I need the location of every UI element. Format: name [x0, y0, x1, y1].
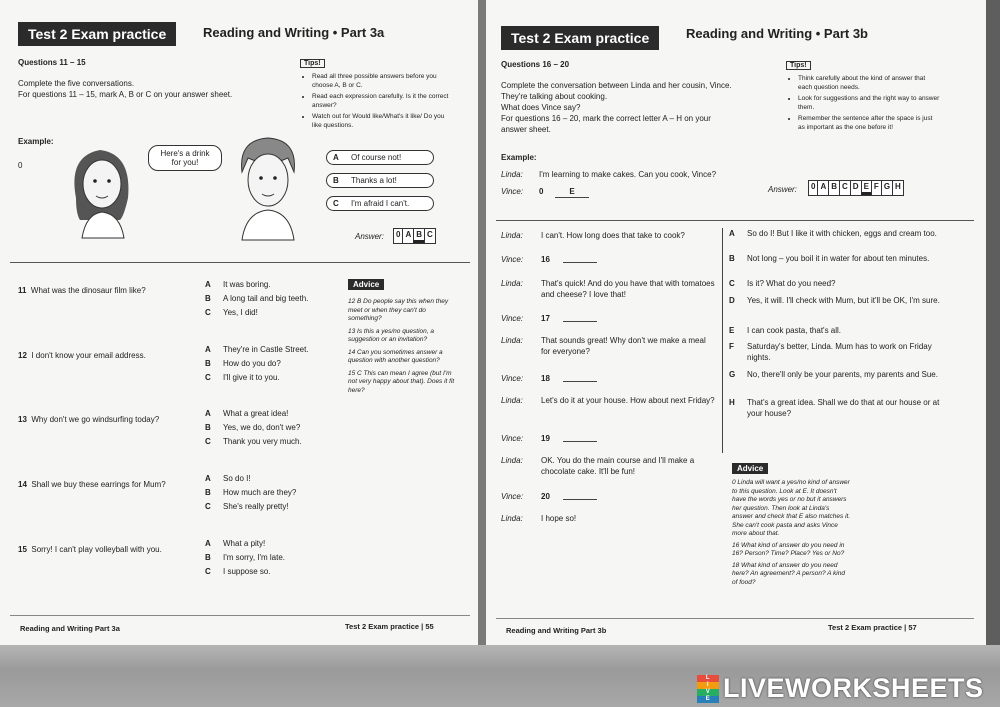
logo-badge-icon: L I V E: [697, 675, 719, 703]
instruction-line: They're talking about cooking.: [501, 92, 608, 101]
book-edge: [986, 0, 1000, 707]
option-e: E I can cook pasta, that's all.: [729, 326, 842, 335]
answer-num: 0: [811, 182, 816, 191]
tips-label: Tips!: [300, 59, 325, 68]
advice-item: 0 Linda will want a yes/no kind of answer to this question. Look at E. It doesn't have the words yes or no but it answers her question. Then look at Linda's answer and check that E also matches it. She can't cook pasta and asks Vince more about that.: [732, 479, 851, 537]
example-label: Example:: [18, 137, 54, 146]
column-divider: [722, 228, 723, 453]
boy-illustration: [228, 132, 308, 242]
option-text: Of course not!: [351, 153, 402, 162]
right-page: [486, 0, 986, 645]
tip-item: • Watch out for Would like/What's it like/ Do you like questions.: [312, 112, 450, 130]
tips-box: [786, 54, 941, 134]
answer-letter: C: [424, 229, 435, 243]
dialogue-gap-17: Vince: 17: [501, 313, 716, 335]
footer-divider: [496, 618, 974, 619]
advice-panel: [348, 274, 456, 395]
tips-label: Tips!: [786, 61, 811, 70]
tips-list: [786, 74, 941, 132]
tip-item: • Remember the sentence after the space is just as important as the one before it!: [798, 114, 941, 132]
tip-item: • Look for suggestions and the right way to answer them.: [798, 94, 941, 112]
example-option-b: [326, 173, 434, 188]
book-gutter: [478, 0, 486, 707]
dialogue-line: Linda: OK. You do the main course and I'll make a chocolate cake. It'll be fun!: [501, 456, 695, 476]
option-a: A So do I! But I like it with chicken, eggs and cream too.: [729, 229, 937, 238]
advice-item: 12 B Do people say this when they meet or when they can't do something?: [348, 298, 449, 322]
footer-left: Reading and Writing Part 3a: [20, 624, 120, 633]
advice-label: Advice: [732, 463, 768, 474]
example-label: Example:: [501, 153, 537, 162]
question-14: 14 Shall we buy these earrings for Mum?: [18, 480, 166, 489]
footer-left: Reading and Writing Part 3b: [506, 626, 607, 635]
dialogue-gap-19: Vince: 19: [501, 433, 716, 455]
answer-blank[interactable]: [563, 491, 597, 500]
dialogue-gap-18: Vince: 18: [501, 373, 716, 395]
option-c: C Is it? What do you need?: [729, 279, 836, 288]
advice-item: 16 What kind of answer do you need in 16? Person? Time? Place? Yes or No?: [732, 541, 845, 557]
question-13-options: A What a great idea! B Yes, we do, don't we? C Thank you very much.: [205, 409, 302, 446]
question-15-options: A What a pity! B I'm sorry, I'm late. C I suppose so.: [205, 539, 286, 576]
example-num: 0: [18, 161, 23, 170]
question-15: 15 Sorry! I can't play volleyball with you.: [18, 545, 162, 554]
answer-blank[interactable]: [563, 433, 597, 442]
option-letter: A: [333, 153, 339, 162]
option-f: F Saturday's better, Linda. Mum has to work on Friday nights.: [729, 342, 932, 362]
answer-blank[interactable]: [563, 373, 597, 382]
instruction-line: Complete the five conversations.: [18, 79, 135, 88]
option-text: Thanks a lot!: [351, 176, 397, 185]
option-b: B Not long – you boil it in water for about ten minutes.: [729, 254, 930, 263]
dialogue-gap-20: Vince: 20: [501, 491, 716, 513]
example-vince: Vince: 0 E: [501, 186, 589, 198]
question-12-options: A They're in Castle Street. B How do you do? C I'll give it to you.: [205, 345, 309, 382]
question-text: 11 What was the dinosaur film like?: [18, 286, 146, 295]
answer-grid: [393, 228, 436, 244]
question-12: 12 I don't know your email address.: [18, 351, 146, 360]
answer-letter: A: [402, 229, 413, 243]
girl-illustration: [58, 136, 148, 240]
footer-right: Test 2 Exam practice | 55: [345, 622, 434, 631]
question-11: [18, 280, 146, 298]
advice-item: 14 Can you sometimes answer a question with another question?: [348, 348, 443, 364]
instructions: [501, 80, 732, 135]
test-label: Test 2 Exam practice: [18, 22, 176, 46]
question-11-options: A It was boring. B A long tail and big teeth. C Yes, I did!: [205, 280, 309, 317]
instruction-line: For questions 11 – 15, mark A, B or C on your answer sheet.: [18, 90, 233, 99]
answer-num: 0: [396, 230, 401, 239]
left-page: [0, 0, 478, 645]
dialogue-line: Linda: That sounds great! Why don't we make a meal for everyone?: [501, 336, 706, 356]
divider: [496, 220, 974, 221]
option-text: I'm afraid I can't.: [351, 199, 410, 208]
speech-bubble: Here's a drink for you!: [148, 145, 222, 171]
option-letter: C: [333, 199, 339, 208]
tip-item: • Read all three possible answers before you choose A, B or C.: [312, 72, 450, 90]
dialogue-line: Linda: That's quick! And do you have that with tomatoes and cheese? I love that!: [501, 279, 715, 299]
tips-box: [300, 52, 450, 132]
instruction-line: What does Vince say?: [501, 103, 581, 112]
question-14-options: A So do I! B How much are they? C She's really pretty!: [205, 474, 297, 511]
test-label: Test 2 Exam practice: [501, 26, 659, 50]
part-title: Reading and Writing • Part 3b: [686, 26, 868, 41]
liveworksheets-logo: [697, 673, 984, 704]
part-title: Reading and Writing • Part 3a: [203, 25, 385, 40]
answer-letter-marked: E: [861, 181, 871, 195]
logo-text: LIVEWORKSHEETS: [723, 673, 984, 703]
advice-item: 18 What kind of answer do you need here? An agreement? A person? A kind of food?: [732, 561, 845, 586]
divider: [10, 262, 470, 263]
answer-label: Answer:: [768, 185, 797, 194]
example-linda: Linda: I'm learning to make cakes. Can you cook, Vince?: [501, 170, 717, 179]
questions-range: Questions 11 – 15: [18, 58, 86, 67]
instruction-line: Complete the conversation between Linda and her cousin, Vince.: [501, 81, 732, 90]
answer-blank[interactable]: [563, 254, 597, 263]
dialogue-gap-16: Vince: 16: [501, 254, 716, 278]
instruction-line: answer sheet.: [501, 125, 551, 134]
instructions: [18, 78, 232, 100]
advice-label: Advice: [348, 279, 384, 290]
option-h: H That's a great idea. Shall we do that at our house or at your house?: [729, 398, 940, 418]
dialogue-line: Linda: I can't. How long does that take to cook?: [501, 231, 685, 240]
footer-right: Test 2 Exam practice | 57: [828, 623, 917, 632]
tip-item: • Think carefully about the kind of answer that each question needs.: [798, 74, 941, 92]
option-d: D Yes, it will. I'll check with Mum, but it'll be OK, I'm sure.: [729, 296, 940, 305]
advice-item: 13 Is this a yes/no question, a suggestion or an invitation?: [348, 327, 434, 343]
advice-item: 15 C This can mean I agree (but I'm not very happy about that). Does it fit here?: [348, 369, 455, 394]
questions-range: Questions 16 – 20: [501, 60, 570, 69]
dialogue-line: Linda: I hope so!: [501, 514, 577, 523]
footer-divider: [10, 615, 470, 616]
example-option-a: [326, 150, 434, 165]
options-list: [729, 228, 944, 423]
question-13: 13 Why don't we go windsurfing today?: [18, 415, 160, 424]
option-letter: B: [333, 176, 339, 185]
tips-list: [300, 72, 450, 130]
dialogue: [501, 230, 716, 531]
tip-item: • Read each expression carefully. Is it the correct answer?: [312, 92, 450, 110]
dialogue-line: Linda: Let's do it at your house. How about next Friday?: [501, 396, 715, 405]
example-option-c: [326, 196, 434, 211]
answer-blank[interactable]: [563, 313, 597, 322]
instruction-line: For questions 16 – 20, mark the correct letter A – H on your: [501, 114, 711, 123]
answer-grid: 0 A B C D E F G H: [808, 180, 904, 196]
answer-letter-marked: B: [413, 229, 424, 243]
advice-panel: [732, 458, 852, 587]
option-g: G No, there'll only be your parents, my parents and Sue.: [729, 370, 938, 379]
answer-label: Answer:: [355, 232, 384, 241]
